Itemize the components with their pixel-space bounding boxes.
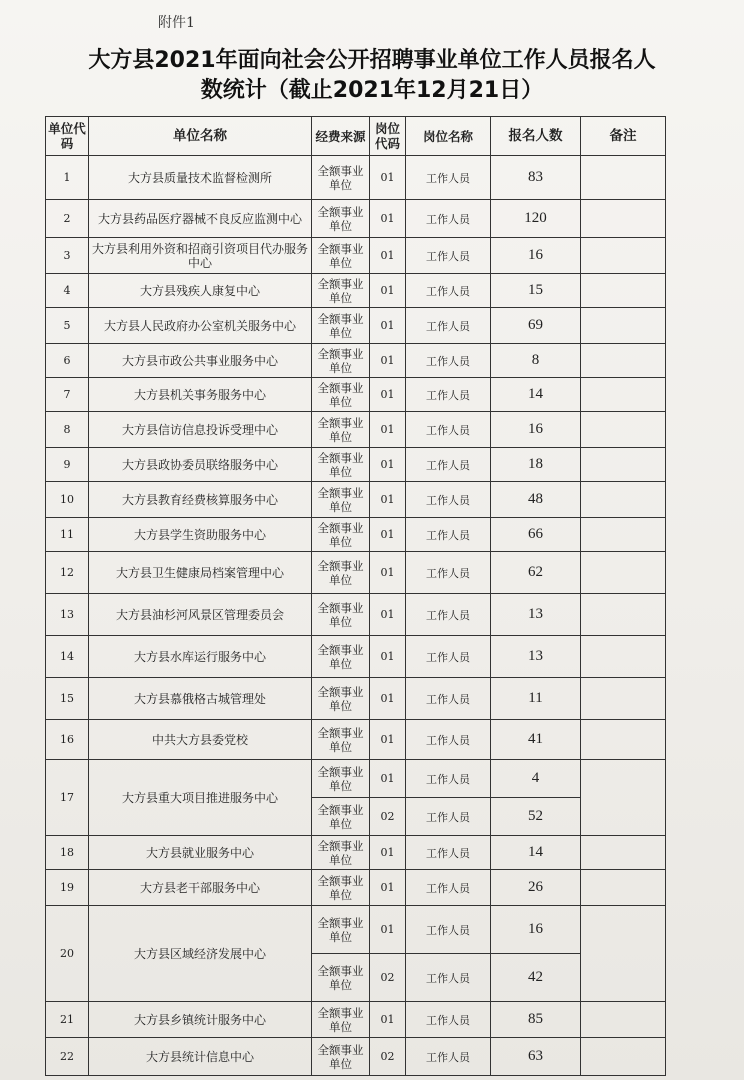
- post-name-cell: 工作人员: [406, 636, 491, 678]
- remarks-cell: [581, 720, 666, 760]
- header-row: [46, 117, 666, 156]
- unit-name-cell: 大方县油杉河风景区管理委员会: [89, 594, 312, 636]
- applicants-cell: 41: [491, 720, 581, 760]
- applicants-cell: 14: [491, 836, 581, 870]
- table-row: [46, 156, 666, 200]
- funding-cell: 全额事业单位: [312, 518, 370, 552]
- post-name-cell: 工作人员: [406, 274, 491, 308]
- funding-cell: 全额事业单位: [312, 308, 370, 344]
- unit-name-cell: 大方县乡镇统计服务中心: [89, 1002, 312, 1038]
- funding-cell: 全额事业单位: [312, 448, 370, 482]
- page-title: [20, 46, 724, 106]
- unit-code-cell: 7: [46, 378, 89, 412]
- applicants-cell: 83: [491, 156, 581, 200]
- table-row: [46, 308, 666, 344]
- unit-name-cell: 大方县人民政府办公室机关服务中心: [89, 308, 312, 344]
- remarks-cell: [581, 760, 666, 836]
- unit-name-cell: 大方县老干部服务中心: [89, 870, 312, 906]
- title-line-2: 数统计（截止2021年12月21日）: [200, 78, 544, 103]
- post-name-cell: 工作人员: [406, 678, 491, 720]
- post-code-cell: 01: [370, 836, 406, 870]
- post-code-cell: 02: [370, 954, 406, 1002]
- remarks-cell: [581, 636, 666, 678]
- post-name-cell: 工作人员: [406, 906, 491, 954]
- table-row: [46, 1038, 666, 1076]
- remarks-cell: [581, 678, 666, 720]
- post-code-cell: 01: [370, 308, 406, 344]
- applicants-cell: 85: [491, 1002, 581, 1038]
- post-name-cell: 工作人员: [406, 594, 491, 636]
- table-row: [46, 678, 666, 720]
- remarks-cell: [581, 906, 666, 1002]
- funding-cell: 全额事业单位: [312, 200, 370, 238]
- remarks-cell: [581, 552, 666, 594]
- unit-code-cell: 20: [46, 906, 89, 1002]
- post-code-cell: 01: [370, 238, 406, 274]
- table-row: [46, 238, 666, 274]
- remarks-cell: [581, 274, 666, 308]
- header-unit-name: 单位名称: [89, 117, 312, 156]
- unit-code-cell: 18: [46, 836, 89, 870]
- funding-cell: 全额事业单位: [312, 412, 370, 448]
- post-name-cell: 工作人员: [406, 1002, 491, 1038]
- post-code-cell: 01: [370, 518, 406, 552]
- funding-cell: 全额事业单位: [312, 378, 370, 412]
- unit-code-cell: 14: [46, 636, 89, 678]
- table-row: [46, 594, 666, 636]
- post-name-cell: 工作人员: [406, 308, 491, 344]
- post-code-cell: 02: [370, 1038, 406, 1076]
- funding-cell: 全额事业单位: [312, 678, 370, 720]
- post-name-cell: 工作人员: [406, 720, 491, 760]
- post-name-cell: 工作人员: [406, 344, 491, 378]
- table-row: [46, 1002, 666, 1038]
- post-code-cell: 01: [370, 870, 406, 906]
- post-code-cell: 01: [370, 636, 406, 678]
- applicants-cell: 16: [491, 906, 581, 954]
- unit-name-cell: 大方县慕俄格古城管理处: [89, 678, 312, 720]
- table-row: [46, 870, 666, 906]
- post-code-cell: 01: [370, 344, 406, 378]
- funding-cell: 全额事业单位: [312, 344, 370, 378]
- applicants-cell: 63: [491, 1038, 581, 1076]
- unit-name-cell: 大方县质量技术监督检测所: [89, 156, 312, 200]
- applicants-cell: 14: [491, 378, 581, 412]
- table-row: [46, 378, 666, 412]
- post-code-cell: 01: [370, 482, 406, 518]
- post-name-cell: 工作人员: [406, 378, 491, 412]
- unit-code-cell: 21: [46, 1002, 89, 1038]
- unit-name-cell: 大方县统计信息中心: [89, 1038, 312, 1076]
- unit-name-cell: 大方县学生资助服务中心: [89, 518, 312, 552]
- applicants-cell: 26: [491, 870, 581, 906]
- unit-code-cell: 17: [46, 760, 89, 836]
- unit-name-cell: 大方县机关事务服务中心: [89, 378, 312, 412]
- post-name-cell: 工作人员: [406, 836, 491, 870]
- remarks-cell: [581, 594, 666, 636]
- unit-code-cell: 4: [46, 274, 89, 308]
- title-line-1: 大方县2021年面向社会公开招聘事业单位工作人员报名人: [88, 48, 656, 73]
- remarks-cell: [581, 836, 666, 870]
- post-name-cell: 工作人员: [406, 482, 491, 518]
- funding-cell: 全额事业单位: [312, 798, 370, 836]
- unit-code-cell: 16: [46, 720, 89, 760]
- post-code-cell: 01: [370, 906, 406, 954]
- applicants-cell: 62: [491, 552, 581, 594]
- header-post-code: 岗位代码: [370, 117, 406, 156]
- unit-name-cell: 大方县残疾人康复中心: [89, 274, 312, 308]
- applicants-cell: 52: [491, 798, 581, 836]
- table-row: [46, 448, 666, 482]
- remarks-cell: [581, 378, 666, 412]
- post-name-cell: 工作人员: [406, 518, 491, 552]
- funding-cell: 全额事业单位: [312, 594, 370, 636]
- applicant-statistics-table: [45, 116, 666, 1076]
- post-code-cell: 01: [370, 200, 406, 238]
- header-unit-code: 单位代码: [46, 117, 89, 156]
- unit-name-cell: 大方县就业服务中心: [89, 836, 312, 870]
- unit-name-cell: 大方县卫生健康局档案管理中心: [89, 552, 312, 594]
- funding-cell: 全额事业单位: [312, 552, 370, 594]
- unit-name-cell: 大方县教育经费核算服务中心: [89, 482, 312, 518]
- table-row: [46, 344, 666, 378]
- unit-code-cell: 10: [46, 482, 89, 518]
- unit-code-cell: 15: [46, 678, 89, 720]
- applicants-cell: 16: [491, 238, 581, 274]
- remarks-cell: [581, 156, 666, 200]
- post-name-cell: 工作人员: [406, 448, 491, 482]
- funding-cell: 全额事业单位: [312, 760, 370, 798]
- funding-cell: 全额事业单位: [312, 720, 370, 760]
- applicants-cell: 69: [491, 308, 581, 344]
- unit-name-cell: 中共大方县委党校: [89, 720, 312, 760]
- post-name-cell: 工作人员: [406, 760, 491, 798]
- unit-code-cell: 3: [46, 238, 89, 274]
- post-code-cell: 02: [370, 798, 406, 836]
- unit-name-cell: 大方县重大项目推进服务中心: [89, 760, 312, 836]
- post-code-cell: 01: [370, 1002, 406, 1038]
- funding-cell: 全额事业单位: [312, 156, 370, 200]
- unit-name-cell: 大方县药品医疗器械不良反应监测中心: [89, 200, 312, 238]
- unit-code-cell: 8: [46, 412, 89, 448]
- applicants-cell: 15: [491, 274, 581, 308]
- post-code-cell: 01: [370, 720, 406, 760]
- post-name-cell: 工作人员: [406, 156, 491, 200]
- table-row: [46, 482, 666, 518]
- remarks-cell: [581, 200, 666, 238]
- unit-code-cell: 12: [46, 552, 89, 594]
- applicants-cell: 13: [491, 636, 581, 678]
- remarks-cell: [581, 518, 666, 552]
- applicants-cell: 11: [491, 678, 581, 720]
- table-row: [46, 200, 666, 238]
- applicants-cell: 18: [491, 448, 581, 482]
- applicants-cell: 13: [491, 594, 581, 636]
- post-code-cell: 01: [370, 552, 406, 594]
- remarks-cell: [581, 448, 666, 482]
- remarks-cell: [581, 308, 666, 344]
- post-code-cell: 01: [370, 156, 406, 200]
- funding-cell: 全额事业单位: [312, 1038, 370, 1076]
- table-row: [46, 412, 666, 448]
- unit-code-cell: 2: [46, 200, 89, 238]
- unit-code-cell: 6: [46, 344, 89, 378]
- applicants-cell: 48: [491, 482, 581, 518]
- post-code-cell: 01: [370, 448, 406, 482]
- remarks-cell: [581, 1002, 666, 1038]
- remarks-cell: [581, 412, 666, 448]
- unit-code-cell: 19: [46, 870, 89, 906]
- table-row: [46, 636, 666, 678]
- remarks-cell: [581, 482, 666, 518]
- table-row: [46, 274, 666, 308]
- unit-name-cell: 大方县市政公共事业服务中心: [89, 344, 312, 378]
- applicants-cell: 42: [491, 954, 581, 1002]
- applicants-cell: 8: [491, 344, 581, 378]
- table-row: [46, 518, 666, 552]
- unit-name-cell: 大方县利用外资和招商引资项目代办服务中心: [89, 238, 312, 274]
- table-row: [46, 836, 666, 870]
- funding-cell: 全额事业单位: [312, 906, 370, 954]
- post-code-cell: 01: [370, 594, 406, 636]
- unit-code-cell: 1: [46, 156, 89, 200]
- unit-name-cell: 大方县区域经济发展中心: [89, 906, 312, 1002]
- post-code-cell: 01: [370, 678, 406, 720]
- header-remarks: 备注: [581, 117, 666, 156]
- applicants-cell: 66: [491, 518, 581, 552]
- funding-cell: 全额事业单位: [312, 836, 370, 870]
- remarks-cell: [581, 238, 666, 274]
- post-code-cell: 01: [370, 378, 406, 412]
- unit-code-cell: 11: [46, 518, 89, 552]
- unit-code-cell: 22: [46, 1038, 89, 1076]
- applicants-cell: 120: [491, 200, 581, 238]
- funding-cell: 全额事业单位: [312, 1002, 370, 1038]
- header-post-name: 岗位名称: [406, 117, 491, 156]
- remarks-cell: [581, 344, 666, 378]
- post-name-cell: 工作人员: [406, 954, 491, 1002]
- remarks-cell: [581, 870, 666, 906]
- post-name-cell: 工作人员: [406, 798, 491, 836]
- post-name-cell: 工作人员: [406, 870, 491, 906]
- unit-name-cell: 大方县水库运行服务中心: [89, 636, 312, 678]
- unit-code-cell: 5: [46, 308, 89, 344]
- header-applicants: 报名人数: [491, 117, 581, 156]
- post-name-cell: 工作人员: [406, 1038, 491, 1076]
- post-name-cell: 工作人员: [406, 200, 491, 238]
- table-row: [46, 760, 666, 798]
- post-code-cell: 01: [370, 274, 406, 308]
- funding-cell: 全额事业单位: [312, 274, 370, 308]
- funding-cell: 全额事业单位: [312, 636, 370, 678]
- unit-code-cell: 9: [46, 448, 89, 482]
- post-name-cell: 工作人员: [406, 238, 491, 274]
- applicants-cell: 16: [491, 412, 581, 448]
- attachment-label: 附件1: [158, 15, 195, 31]
- funding-cell: 全额事业单位: [312, 870, 370, 906]
- remarks-cell: [581, 1038, 666, 1076]
- header-funding: 经费来源: [312, 117, 370, 156]
- post-name-cell: 工作人员: [406, 412, 491, 448]
- post-code-cell: 01: [370, 760, 406, 798]
- funding-cell: 全额事业单位: [312, 238, 370, 274]
- post-name-cell: 工作人员: [406, 552, 491, 594]
- unit-name-cell: 大方县政协委员联络服务中心: [89, 448, 312, 482]
- funding-cell: 全额事业单位: [312, 954, 370, 1002]
- post-code-cell: 01: [370, 412, 406, 448]
- unit-code-cell: 13: [46, 594, 89, 636]
- table-row: [46, 552, 666, 594]
- unit-name-cell: 大方县信访信息投诉受理中心: [89, 412, 312, 448]
- table-row: [46, 720, 666, 760]
- applicants-cell: 4: [491, 760, 581, 798]
- table-row: [46, 906, 666, 954]
- funding-cell: 全额事业单位: [312, 482, 370, 518]
